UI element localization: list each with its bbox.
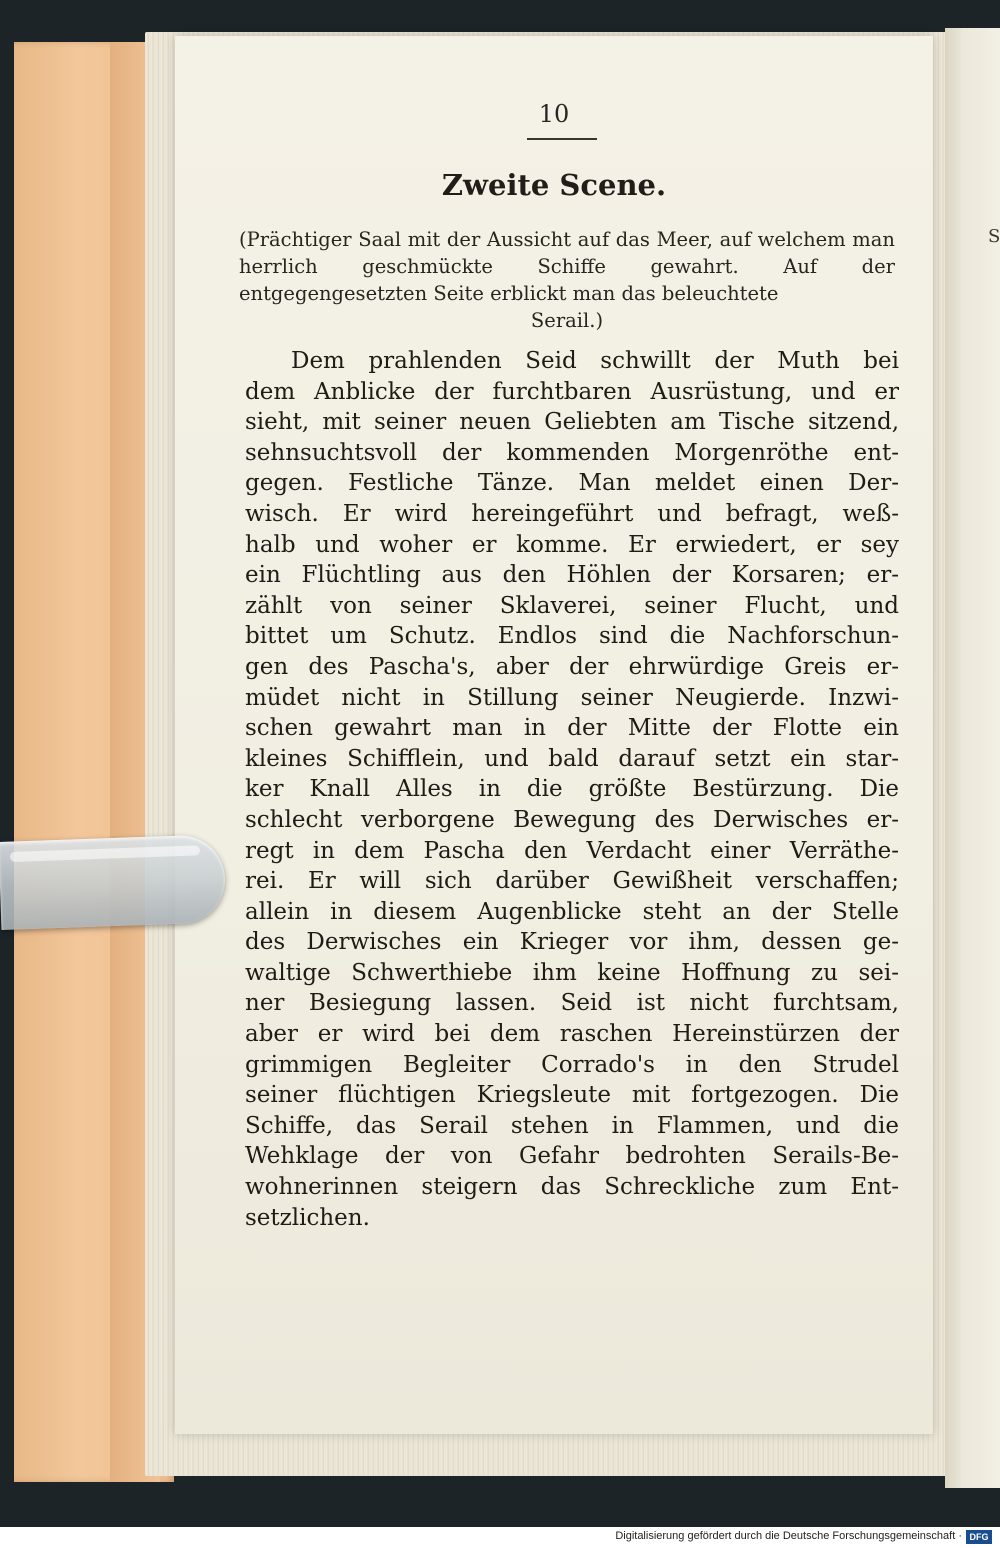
text-line: wisch. Er wird hereingeführt und befragt, weß- [245,500,899,527]
text-line: müdet nicht in Stillung seiner Neugierde. Inzwi- [245,684,899,711]
text-line: setzlichen. [245,1204,370,1231]
text-line: bittet um Schutz. Endlos sind die Nachforschun- [245,623,899,650]
text-line: schlecht verborgene Bewegung des Derwisches er- [245,806,899,833]
book-page [175,36,933,1434]
facing-page-edge [945,28,1000,1488]
funding-credit: Digitalisierung gefördert durch die Deutsche Forschungsgemeinschaft · [615,1530,962,1542]
page-number: 10 [538,100,570,128]
text-line: ein Flüchtling aus den Höhlen der Korsaren; er- [245,562,899,589]
text-line: dem Anblicke der furchtbaren Ausrüstung, und er [245,378,899,405]
stage-direction [239,226,895,334]
text-line: halb und woher er komme. Er erwiedert, er sey [245,531,899,558]
text-line: kleines Schifflein, und bald darauf setzt ein star- [245,745,899,772]
text-line: gen des Pascha's, aber der ehrwürdige Greis er- [245,653,899,680]
text-line: regt in dem Pascha den Verdacht einer Verräthe- [245,837,899,864]
stage-direction-text: (Prächtiger Saal mit der Aussicht auf das Meer, auf welchem man herrlich geschmückte Schiffe gewahrt. Auf der entgegengesetzten Seite erblickt man das beleuchtete [239,228,895,305]
text-line: Wehklage der von Gefahr bedrohten Serails-Be- [245,1143,899,1170]
text-line: Dem prahlenden Seid schwillt der Muth bei [291,348,899,374]
text-line: gegen. Festliche Tänze. Man meldet einen Der- [245,470,899,497]
facing-page-letter: S [988,226,1000,247]
text-line: rei. Er will sich darüber Gewißheit verschaffen; [245,868,899,895]
dfg-logo: DFG [966,1530,992,1544]
scene-title: Zweite Scene. [441,168,667,202]
text-line: allein in diesem Augenblicke steht an der Stelle [245,898,899,925]
text-line: schen gewahrt man in der Mitte der Flotte ein [245,715,899,742]
text-line: zählt von seiner Sklaverei, seiner Flucht, und [245,592,899,619]
text-line: sieht, mit seiner neuen Geliebten am Tische sitzend, [245,409,899,436]
text-line: waltige Schwerthiebe ihm keine Hoffnung zu sei- [245,959,899,986]
text-line: sehnsuchtsvoll der kommenden Morgenröthe ent- [245,439,899,466]
text-line: ner Besiegung lassen. Seid ist nicht furchtsam, [245,990,899,1017]
text-line: ker Knall Alles in die größte Bestürzung. Die [245,776,899,803]
text-line: des Derwisches ein Krieger vor ihm, dessen ge- [245,929,899,956]
text-line: Schiffe, das Serail stehen in Flammen, und die [245,1112,899,1139]
text-line: grimmigen Begleiter Corrado's in den Strudel [245,1051,899,1078]
text-line: aber er wird bei dem raschen Hereinstürzen der [245,1021,899,1048]
stage-direction-last-line: Serail.) [530,309,604,332]
page-number-rule [527,138,597,140]
text-line: seiner flüchtigen Kriegsleute mit fortgezogen. Die [245,1082,899,1109]
body-paragraph [245,346,899,1233]
text-line: wohnerinnen steigern das Schreckliche zum Ent- [245,1174,899,1201]
